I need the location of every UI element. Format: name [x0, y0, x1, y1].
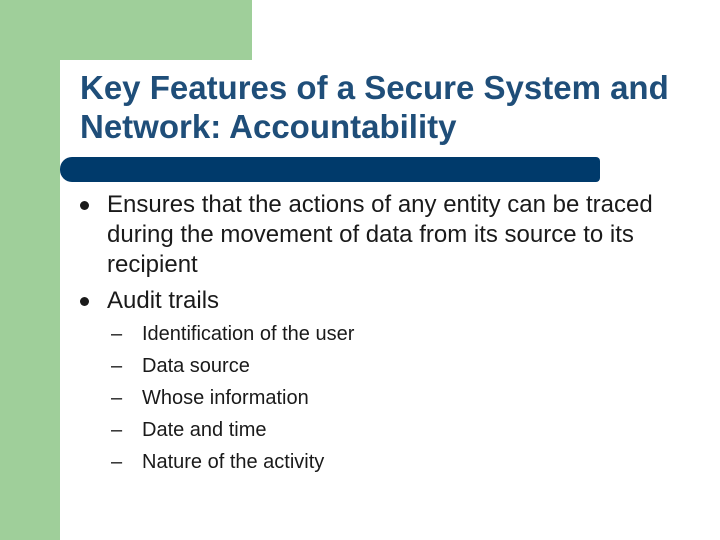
decorative-green-top-block	[0, 0, 252, 60]
sub-bullet-text: Data source	[142, 355, 250, 377]
dash-icon: –	[111, 323, 123, 345]
sub-bullet-item	[111, 446, 680, 478]
bullet-dot-icon	[80, 201, 89, 210]
sub-bullet-item	[111, 318, 680, 350]
bullet-dot-icon	[80, 297, 89, 306]
sub-bullet-text: Identification of the user	[142, 323, 355, 345]
bullet-item	[80, 190, 680, 280]
bullet-text: Ensures that the actions of any entity can be traced during the movement of data from its source to its recipient	[107, 191, 653, 278]
sub-bullet-text: Date and time	[142, 419, 267, 441]
sub-bullet-list	[111, 318, 680, 478]
sub-bullet-item	[111, 414, 680, 446]
bullet-list	[80, 190, 680, 484]
decorative-green-sidebar	[0, 0, 60, 540]
sub-bullet-text: Whose information	[142, 387, 309, 409]
dash-icon: –	[111, 355, 123, 377]
dash-icon: –	[111, 387, 123, 409]
sub-bullet-text: Nature of the activity	[142, 451, 325, 473]
dash-icon: –	[111, 451, 123, 473]
slide-title: Key Features of a Secure System and Network: Accountability	[80, 69, 669, 145]
dash-icon: –	[111, 419, 123, 441]
title-underline-bar	[60, 157, 600, 182]
bullet-item	[80, 286, 680, 478]
bullet-text: Audit trails	[107, 287, 220, 314]
sub-bullet-item	[111, 382, 680, 414]
sub-bullet-item	[111, 350, 680, 382]
